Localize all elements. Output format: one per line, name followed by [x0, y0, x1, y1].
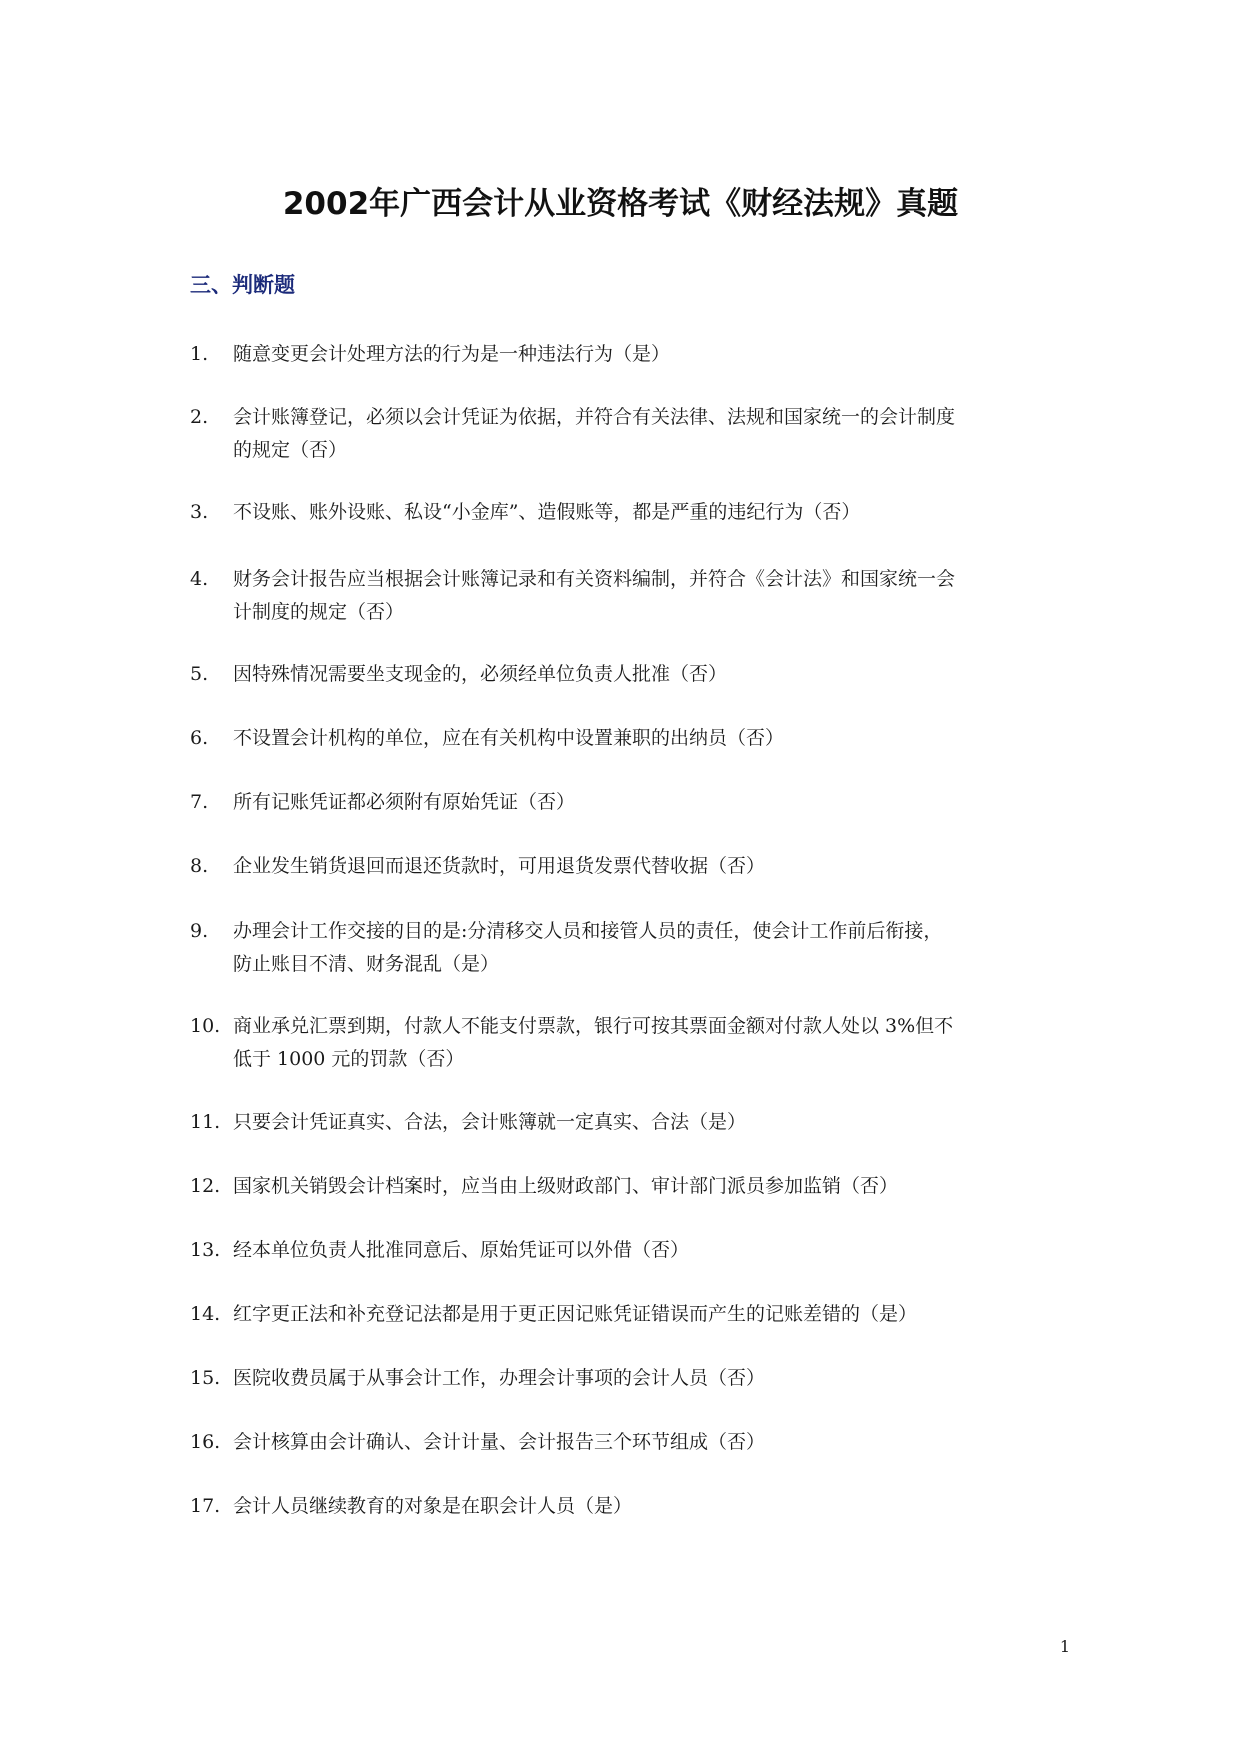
question-item [190, 1106, 1070, 1139]
question-number: 5. [190, 663, 209, 685]
question-item [190, 722, 1070, 755]
question-line: 财务会计报告应当根据会计账簿记录和有关资料编制，并符合《会计法》和国家统一会 [233, 568, 956, 590]
question-number: 16. [190, 1431, 221, 1453]
question-item [190, 915, 1070, 981]
question-line: 经本单位负责人批准同意后、原始凭证可以外借（否） [233, 1239, 690, 1261]
question-item [190, 1298, 1070, 1331]
question-number: 17. [190, 1495, 221, 1517]
question-line: 防止账目不清、财务混乱（是） [233, 953, 500, 975]
question-number: 2. [190, 406, 209, 428]
question-number: 9. [190, 920, 209, 942]
question-line: 因特殊情况需要坐支现金的，必须经单位负责人批准（否） [233, 663, 728, 685]
question-number: 1. [190, 343, 209, 365]
question-number: 13. [190, 1239, 221, 1261]
question-line: 低于 1000 元的罚款（否） [233, 1048, 465, 1070]
question-number: 14. [190, 1303, 221, 1325]
question-text [233, 915, 1070, 981]
question-line: 会计核算由会计确认、会计计量、会计报告三个环节组成（否） [233, 1431, 766, 1453]
page-title: 2002年广西会计从业资格考试《财经法规》真题 [282, 186, 959, 222]
question-item [190, 1010, 1070, 1076]
question-item [190, 850, 1070, 883]
question-item [190, 1362, 1070, 1395]
question-item [190, 338, 1070, 371]
question-text [233, 338, 1070, 371]
question-number: 12. [190, 1175, 221, 1197]
question-number: 11. [190, 1111, 221, 1133]
question-number: 7. [190, 791, 209, 813]
question-item [190, 563, 1070, 629]
question-line: 不设账、账外设账、私设“小金库”、造假账等，都是严重的违纪行为（否） [233, 501, 861, 523]
question-item [190, 401, 1070, 467]
page-number: 1 [1059, 1637, 1070, 1656]
question-text [233, 1106, 1070, 1139]
question-line: 随意变更会计处理方法的行为是一种违法行为（是） [233, 343, 671, 365]
question-line: 的规定（否） [233, 439, 348, 461]
question-line: 医院收费员属于从事会计工作，办理会计事项的会计人员（否） [233, 1367, 766, 1389]
question-item [190, 658, 1070, 691]
question-text [233, 850, 1070, 883]
question-text [233, 1490, 1070, 1523]
question-line: 会计人员继续教育的对象是在职会计人员（是） [233, 1495, 633, 1517]
question-item [190, 1170, 1070, 1203]
question-text [233, 1426, 1070, 1459]
question-text [233, 563, 1070, 629]
question-line: 红字更正法和补充登记法都是用于更正因记账凭证错误而产生的记账差错的（是） [233, 1303, 918, 1325]
question-number: 8. [190, 855, 209, 877]
question-line: 所有记账凭证都必须附有原始凭证（否） [233, 791, 576, 813]
question-item [190, 496, 1070, 529]
question-text [233, 1010, 1070, 1076]
question-number: 4. [190, 568, 209, 590]
question-text [233, 496, 1070, 529]
question-text [233, 1234, 1070, 1267]
question-line: 不设置会计机构的单位，应在有关机构中设置兼职的出纳员（否） [233, 727, 785, 749]
question-line: 国家机关销毁会计档案时，应当由上级财政部门、审计部门派员参加监销（否） [233, 1175, 899, 1197]
question-line: 商业承兑汇票到期，付款人不能支付票款，银行可按其票面金额对付款人处以 3%但不 [233, 1015, 954, 1037]
question-number: 15. [190, 1367, 221, 1389]
question-text [233, 1298, 1070, 1331]
question-item [190, 1490, 1070, 1523]
question-text [233, 786, 1070, 819]
question-text [233, 1362, 1070, 1395]
question-line: 只要会计凭证真实、合法，会计账簿就一定真实、合法（是） [233, 1111, 747, 1133]
question-line: 企业发生销货退回而退还货款时，可用退货发票代替收据（否） [233, 855, 766, 877]
question-text [233, 722, 1070, 755]
question-number: 3. [190, 501, 209, 523]
question-item [190, 1426, 1070, 1459]
question-number: 10. [190, 1015, 221, 1037]
question-item [190, 786, 1070, 819]
question-text [233, 1170, 1070, 1203]
question-line: 办理会计工作交接的目的是:分清移交人员和接管人员的责任，使会计工作前后衔接， [233, 920, 943, 942]
section-heading: 三、判断题 [190, 273, 295, 297]
question-text [233, 658, 1070, 691]
question-item [190, 1234, 1070, 1267]
question-line: 会计账簿登记，必须以会计凭证为依据，并符合有关法律、法规和国家统一的会计制度 [233, 406, 956, 428]
question-line: 计制度的规定（否） [233, 601, 405, 623]
question-text [233, 401, 1070, 467]
question-number: 6. [190, 727, 209, 749]
